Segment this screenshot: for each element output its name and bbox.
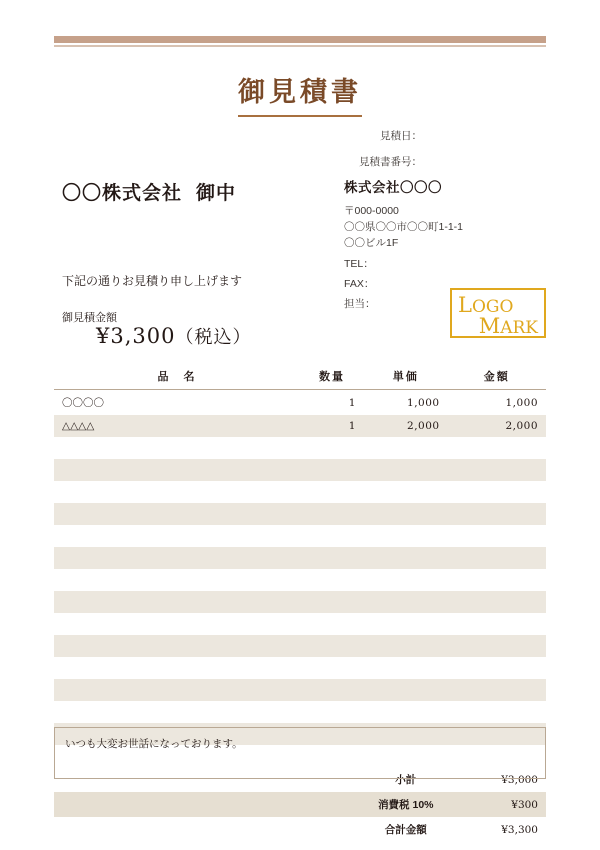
table-row bbox=[54, 635, 546, 657]
cell-amount bbox=[448, 635, 546, 657]
cell-item-name bbox=[54, 459, 300, 481]
cell-quantity bbox=[300, 459, 364, 481]
cell-unit-price bbox=[364, 701, 448, 723]
summary-row-tax bbox=[54, 792, 546, 817]
cell-amount: 1,000 bbox=[505, 396, 538, 409]
summary-spacer-tax bbox=[54, 792, 364, 817]
cell-amount bbox=[448, 437, 546, 459]
total-amount-value: ¥3,300 bbox=[96, 324, 176, 348]
cell-unit-price bbox=[364, 657, 448, 679]
customer-name: 〇〇株式会社 bbox=[62, 183, 183, 204]
cell-item-name bbox=[54, 657, 300, 679]
table-row bbox=[54, 390, 546, 416]
table-row bbox=[54, 481, 546, 503]
total-amount-value-block bbox=[96, 323, 251, 349]
cell-amount: 2,000 bbox=[448, 415, 546, 437]
customer-honorific: 御中 bbox=[196, 183, 237, 204]
cell-unit-price bbox=[364, 613, 448, 635]
cell-item-name bbox=[54, 701, 300, 723]
cell-amount bbox=[448, 459, 546, 481]
cell-quantity bbox=[300, 679, 364, 701]
meta-value-issue-date bbox=[428, 128, 550, 143]
column-header-amount: 金額 bbox=[448, 363, 546, 390]
table-row bbox=[54, 613, 546, 635]
lead-sentence: 下記の通りお見積り申し上げます bbox=[62, 274, 243, 288]
cell-item-name bbox=[54, 569, 300, 591]
table-row bbox=[54, 437, 546, 459]
cell-item-name bbox=[54, 525, 300, 547]
table-row bbox=[54, 657, 546, 679]
table-row bbox=[54, 701, 546, 723]
issuer-contact-person: 担当： bbox=[344, 298, 376, 311]
cell-amount bbox=[448, 525, 546, 547]
cell-amount bbox=[448, 547, 546, 569]
cell-unit-price bbox=[364, 481, 448, 503]
cell-unit-price bbox=[364, 591, 448, 613]
cell-unit-price bbox=[364, 437, 448, 459]
logo-line-2-rest: ARK bbox=[500, 318, 538, 338]
cell-item-name bbox=[54, 613, 300, 635]
cell-amount bbox=[448, 503, 546, 525]
summary-spacer-total bbox=[54, 817, 364, 842]
table-header-row bbox=[54, 363, 546, 390]
cell-amount bbox=[448, 679, 546, 701]
cell-item-name: 〇〇〇〇 bbox=[62, 397, 104, 409]
cell-quantity bbox=[300, 437, 364, 459]
cell-quantity bbox=[300, 701, 364, 723]
cell-item-name bbox=[54, 503, 300, 525]
summary-row-total bbox=[54, 817, 546, 842]
meta-row-document-number bbox=[330, 154, 550, 169]
page-title-text: 御見積書 bbox=[238, 70, 362, 117]
summary-value-subtotal: ¥3,000 bbox=[448, 767, 546, 792]
customer-name-block bbox=[62, 178, 236, 205]
total-amount-tax-note: （税込） bbox=[175, 327, 252, 348]
summary-label-tax: 消費税 10% bbox=[364, 792, 448, 817]
summary-value-tax: ¥300 bbox=[448, 792, 546, 817]
cell-item-name bbox=[54, 547, 300, 569]
cell-unit-price bbox=[364, 503, 448, 525]
cell-amount bbox=[448, 591, 546, 613]
cell-amount bbox=[448, 569, 546, 591]
column-header-quantity: 数量 bbox=[300, 363, 364, 390]
cell-unit-price bbox=[364, 525, 448, 547]
cell-amount bbox=[448, 613, 546, 635]
logo-line-1-initial: L bbox=[458, 293, 472, 317]
issuer-address-line-2: 〇〇ビル1F bbox=[344, 237, 399, 250]
cell-quantity bbox=[300, 547, 364, 569]
cell-quantity bbox=[300, 635, 364, 657]
cell-quantity bbox=[300, 525, 364, 547]
cell-unit-price: 1,000 bbox=[407, 396, 440, 409]
cell-unit-price bbox=[364, 569, 448, 591]
total-amount-label: 御見積金額 bbox=[62, 312, 117, 324]
column-header-unit-price: 単価 bbox=[364, 363, 448, 390]
table-row bbox=[54, 415, 546, 437]
table-row bbox=[54, 459, 546, 481]
table-row bbox=[54, 569, 546, 591]
cell-item-name bbox=[54, 591, 300, 613]
cell-quantity bbox=[300, 481, 364, 503]
cell-unit-price bbox=[364, 635, 448, 657]
cell-amount bbox=[448, 481, 546, 503]
summary-value-total: ¥3,300 bbox=[448, 817, 546, 842]
cell-quantity bbox=[300, 503, 364, 525]
table-row bbox=[54, 591, 546, 613]
column-header-item-name: 品 名 bbox=[54, 363, 300, 390]
table-row bbox=[54, 679, 546, 701]
summary-label-subtotal: 小計 bbox=[364, 767, 448, 792]
top-accent-bar-thin bbox=[54, 45, 546, 47]
issuer-fax: FAX： bbox=[344, 277, 375, 290]
cell-item-name bbox=[54, 635, 300, 657]
cell-amount bbox=[448, 657, 546, 679]
cell-item-name: △△△△ bbox=[54, 415, 300, 437]
cell-item-name bbox=[54, 437, 300, 459]
summary-label-total: 合計金額 bbox=[364, 817, 448, 842]
cell-item-name bbox=[54, 679, 300, 701]
logo-mark bbox=[450, 288, 546, 338]
cell-quantity bbox=[300, 591, 364, 613]
logo-line-1-rest: OGO bbox=[471, 297, 514, 317]
cell-unit-price bbox=[364, 459, 448, 481]
remarks-text: いつも大変お世話になっております。 bbox=[65, 738, 243, 750]
cell-quantity: 1 bbox=[300, 415, 364, 437]
cell-quantity bbox=[300, 569, 364, 591]
issuer-company-name: 株式会社〇〇〇 bbox=[344, 180, 442, 195]
table-row bbox=[54, 547, 546, 569]
top-accent-bar bbox=[54, 36, 546, 43]
meta-value-document-number bbox=[428, 154, 550, 169]
table-row bbox=[54, 503, 546, 525]
page-title bbox=[0, 70, 600, 117]
cell-quantity bbox=[300, 657, 364, 679]
logo-line-2 bbox=[479, 314, 538, 338]
cell-amount bbox=[448, 701, 546, 723]
meta-label-issue-date: 見積日： bbox=[380, 130, 422, 142]
meta-label-document-number: 見積書番号： bbox=[359, 156, 422, 168]
cell-unit-price: 2,000 bbox=[364, 415, 448, 437]
cell-quantity bbox=[300, 613, 364, 635]
issuer-postal-code: 〒000-0000 bbox=[344, 204, 399, 217]
issuer-tel: TEL： bbox=[344, 257, 374, 270]
remarks-box bbox=[54, 727, 546, 779]
document-meta bbox=[330, 128, 550, 180]
cell-unit-price bbox=[364, 679, 448, 701]
issuer-address-line-1: 〇〇県〇〇市〇〇町1-1-1 bbox=[344, 221, 464, 234]
cell-quantity: 1 bbox=[348, 396, 356, 409]
logo-line-2-initial: M bbox=[478, 314, 501, 338]
table-row bbox=[54, 525, 546, 547]
meta-row-issue-date bbox=[330, 128, 550, 143]
cell-unit-price bbox=[364, 547, 448, 569]
cell-item-name bbox=[54, 481, 300, 503]
